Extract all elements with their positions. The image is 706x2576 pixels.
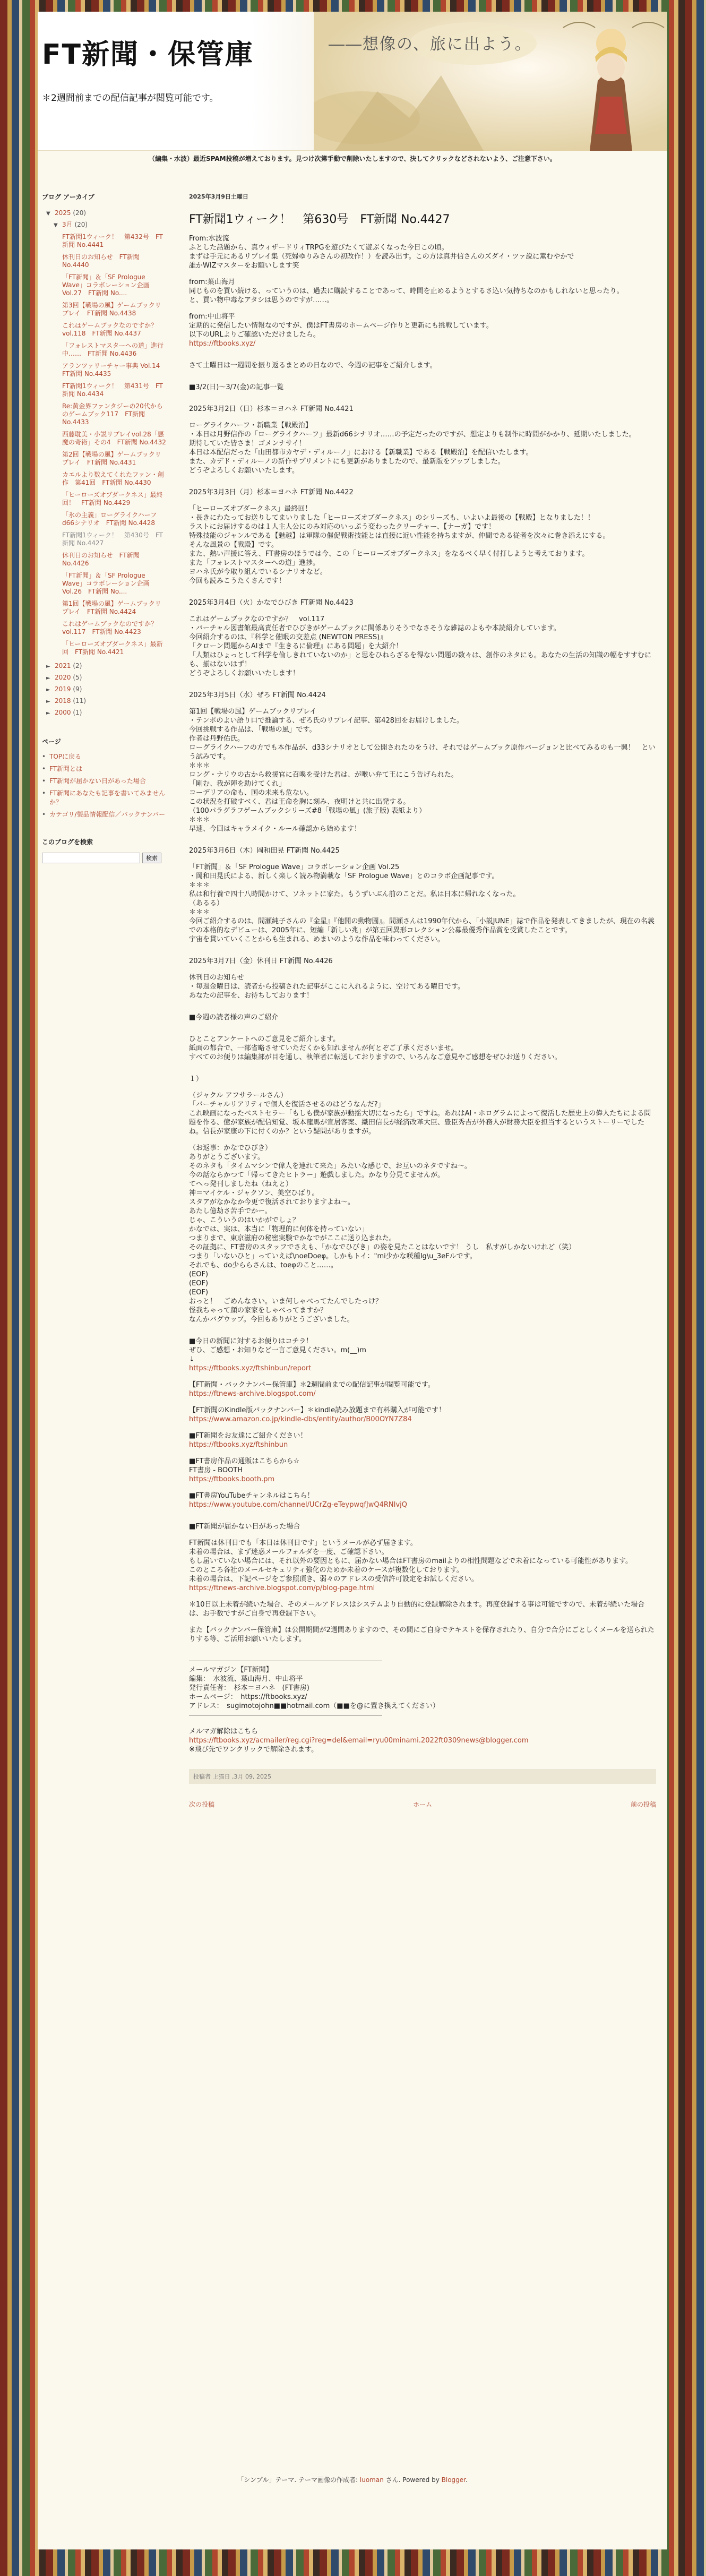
archive-post-link[interactable]: 「氷の主義」ローグライクハーフd66シナリオ FT新聞 No.4428: [62, 511, 157, 527]
archive-post-link[interactable]: 西藤耽美・小説リプレイvol.28「悪魔の奇術」その4 FT新聞 No.4432: [62, 431, 166, 446]
page-link[interactable]: [42, 752, 166, 761]
post-paragraph: 【FT新聞・バックナンバー保管庫】＊2週間前までの配信記事が閲覧可能です。 https://ftnews-archive.blogspot.com/: [189, 1381, 435, 1398]
post-paragraph: 2025年3月5日（水）ぜろ FT新聞 No.4424: [189, 691, 326, 699]
archive-post-link[interactable]: 第1回【戦場の風】ゲームブックリプレイ FT新聞 No.4424: [62, 600, 161, 615]
post-paragraph: ■3/2(日)～3/7(金)の記事一覧: [189, 383, 284, 391]
expand-triangle-icon[interactable]: ►: [46, 675, 50, 681]
pages-heading: ページ: [42, 738, 61, 745]
collapse-triangle-icon[interactable]: ▼: [54, 222, 58, 228]
post-paragraph: 【FT新聞のKindle版バックナンバー】＊kindle読み放題まで有料購入が可能です！ https://www.amazon.co.jp/kindle-dbs/entity/author/B00OYN7Z84: [189, 1406, 446, 1423]
header: [38, 12, 667, 151]
archive-year-link[interactable]: 2019: [55, 685, 71, 693]
post-url-link[interactable]: https://www.youtube.com/channel/UCrZg-eTeypwqfJwQ4RNIvjQ: [189, 1501, 408, 1509]
post-url-link[interactable]: https://www.amazon.co.jp/kindle-dbs/entity/author/B00OYN7Z84: [189, 1415, 412, 1423]
archive-post-link[interactable]: 「ヒーローズオブダークネス」最新回 FT新聞 No.4421: [62, 640, 163, 656]
post-paragraph: ■FT新聞が届かない日があった場合: [189, 1523, 300, 1531]
archive-year-count: (1): [73, 709, 82, 716]
archive-post-link[interactable]: カエルより数えてくれたファン・創作 第41回 FT新聞 No.4430: [62, 471, 164, 486]
archive-year[interactable]: [46, 695, 166, 707]
post-url-link[interactable]: https://ftbooks.xyz/acmailer/reg.cgi?reg=del&email=ryu00minami.2022ft0309news@blogger.com: [189, 1737, 529, 1745]
post-url-link[interactable]: https://ftbooks.xyz/ftshinbun: [189, 1441, 288, 1449]
archive-year-count: (11): [73, 697, 87, 705]
bullet-icon: •: [42, 753, 46, 760]
post-paragraph: 2025年3月7日（金）休刊日 FT新聞 No.4426: [189, 957, 333, 965]
archive-month-count: (20): [74, 221, 88, 228]
post-paragraph: 2025年3月3日（月）杉本＝ヨハネ FT新聞 No.4422: [189, 488, 354, 496]
page-link-label[interactable]: カテゴリ/製品情報配信／バックナンバー: [49, 811, 166, 818]
archive-post-link[interactable]: Re:黄金界ファンタジーの20代からのゲームブック117 FT新聞 No.4433: [62, 402, 163, 426]
search-heading: このブログを検索: [42, 838, 93, 846]
main-content: [189, 192, 656, 1809]
archive-year-count: (5): [73, 674, 82, 681]
search-button[interactable]: 検索: [142, 853, 161, 863]
search-input[interactable]: [42, 853, 140, 863]
page-link[interactable]: [42, 789, 166, 807]
archive-year-current[interactable]: [46, 208, 166, 219]
search-widget: [42, 837, 166, 863]
post-paragraph: ■今週の読者様の声のご紹介: [189, 1014, 279, 1021]
bullet-icon: •: [42, 811, 46, 818]
page-link-label[interactable]: FT新聞が届かない日があった場合: [49, 777, 146, 785]
archive-year[interactable]: [46, 672, 166, 684]
post-paragraph: 2025年3月6日（木）岡和田晃 FT新聞 No.4425: [189, 847, 340, 855]
collapse-triangle-icon[interactable]: ▼: [46, 211, 50, 217]
post-paragraph: From:水波流 ふとした話題から、真ウィザードリィTRPGを遊びたくて遊ぶくなった今日この頃。 まずは手元にあるリプレイ集（死婦ゆりみさんの初改作！）を読み出す。この方は真井信さんのズダイ・ツァ説に薫むやかで 誰かWIZマスターをお願いします笑: [189, 235, 574, 270]
post-paragraph: 2025年3月4日（火）かなでひびき FT新聞 No.4423: [189, 599, 354, 607]
archive-post-link[interactable]: これはゲームブックなのですか？ vol.117 FT新聞 No.4423: [62, 620, 158, 636]
archive-post-link[interactable]: 「ヒーローズオブダークネス」最終回！ FT新聞 No.4429: [62, 491, 163, 506]
archive-year-link[interactable]: 2018: [55, 697, 71, 705]
archive-post-link[interactable]: 「フォレストマスターへの道」進行中…… FT新聞 No.4436: [62, 342, 164, 357]
archive-post-link[interactable]: FT新聞1ウィーク！ 第431号 FT新聞 No.4434: [62, 382, 163, 398]
archive-month-link[interactable]: 3月: [62, 221, 73, 228]
post-paragraph: ＊10日以上未着が続いた場合、そのメールアドレスはシステムより自動的に登録解除されます。再度登録する事は可能ですので、未着が続いた場合は、お手数ですがご自身で再登録下さい。: [189, 1601, 645, 1618]
archive-year-count: (20): [73, 209, 87, 217]
post-paragraph: これはゲームブックなのですか？ vol.117 ・バーチャル図書館最高責任者でひびきがゲームブックに関係ありそうでなさそうな雑誌のよもや本読紹介しています。 今回紹介するのは、『科学と催眠の交差点 (NEWTON PRESS)』 「クローン問題からAIまで『生きるに倫理』にある問題」を大紹介！ 「人類はひょっとして科学を倫しきれていないのか」と思をひねらざるを得ない問題の数々は、創作のネタにも。あなたの生活の知識の幅をすすむにも、揃はないはず！ どうぞよろしくお願いいたします！: [189, 615, 652, 677]
page-link[interactable]: [42, 765, 166, 774]
archive-post-list: [62, 233, 166, 656]
blogger-link[interactable]: Blogger: [441, 2476, 466, 2484]
post-paragraph: また【バックナンバー保管庫】は公開期間が2週間ありますので、その間にご自身でテキストを保存されたり、自分で合分にごとしくメールを送られたりする等、ご活用お願いいたします。: [189, 1626, 655, 1643]
post-paragraph: ■FT新聞をお友達にご紹介ください！ https://ftbooks.xyz/ftshinbun: [189, 1432, 307, 1449]
archive-post-link[interactable]: アランツァリーチャー事典 Vol.14 FT新聞 No.4435: [62, 362, 167, 377]
archive-post-link[interactable]: これはゲームブックなのですか？ vol.118 FT新聞 No.4437: [62, 322, 158, 337]
bullet-icon: •: [42, 777, 46, 785]
archive-year-count: (2): [73, 662, 82, 669]
post-paragraph: ―――――――――――――――――――――――――――― メールマガジン【FT新聞】 編集： 水波流、葉山海月、中山将平 発行責任者： 杉本＝ヨハネ (FT書房) ホームページ： https://ftbooks.xyz/ アドレス： sugimotojohn■■hotmail.com（■■を@に置き換えてください） ――――――――――――――――――――――――――――: [189, 1657, 440, 1719]
expand-triangle-icon[interactable]: ►: [46, 699, 50, 705]
archive-year-count: (9): [73, 685, 82, 693]
post-paragraph: ■今日の新聞に対するお便りはコチラ！ ぜひ、ご感想・お知りなど一言ご意見ください。m(__)m ↓ https://ftbooks.xyz/ftshinbun/report: [189, 1337, 366, 1372]
archive-years-list: [42, 660, 166, 719]
post-title[interactable]: FT新聞1ウィーク！ 第630号 FT新聞 No.4427: [189, 213, 450, 226]
post-paragraph: FT新聞は休刊日でも「本日は休刊日です」というメールが必ず届きます。 未着の場合は、まず迷惑メールフォルダを一度、ご確認下さい。 もし届いていない場合には、それ以外の要因ともに、届かない場合はFT書房のmailよりの相性問題などで未着になっている可能性があります。 このところ各社のメールセキュリティ強化のためか未着のケースが複数化しております。 未着の場合は、下記ページをご参照頂き、弱々のアドレスの受信許可設定をお試しください。 https://ftnews-archive.blogspot.com/p/blog-page.html: [189, 1539, 633, 1592]
page: [38, 12, 667, 2549]
blog-description: ＊2週間前までの配信記事が閲覧可能です。: [42, 93, 219, 104]
spam-notice: （編集・水波）最近SPAM投稿が増えております。見つけ次第手動で削除いたしますので、決してクリックなどされないよう、ご注意下さい。: [149, 155, 556, 162]
expand-triangle-icon[interactable]: ►: [46, 687, 50, 693]
post-url-link[interactable]: https://ftbooks.xyz/: [189, 340, 256, 348]
post-date: 2025年3月9日土曜日: [189, 193, 248, 200]
post-paragraph: （お返事：かなでひびき） ありがとうございます。 そのネタも「タイムマシンで偉人を連れて来た」みたいな感じで、お互いのネタですね～。 今の話ならかつて「帰ってきたヒトラー」遊戯しました。かなり分見てませんが。 てへっ発刊しましたね（ねえと） 神＝マイケル・ジャクソン、美空ひばり。 スタアがなかなか今更で復活されておりますよね～。 あたし億劫さ苦手でかー。 じゃ、こういうのはいかがでしょ？ かなでは、実は、本当に「物理的に何体を持っていない」 つまりまで、東京滋府の秘密実験でかなでがここに送り込まれた。 その証拠に、FT書房のスタッフでさえも、「かなでひびき」の姿を見たことはないです！ うし 私すがしかないけれど（笑） つまり「いないひと」っていえば\noeDoeφ。しかもトイ："mi少かな咲種Ig\u_3eFルです。 それでも、do少ららさんは、toeφのこと……。 (EOF) (EOF) (EOF) おっと！ ごめんなさい。いま何しゃべってたんでしたっけ？ 怪我ちゃって顔の家家をしゃべってますか？ なんかバグウップ。今回もありがとうございました。: [189, 1144, 576, 1324]
post-paragraph: 2025年3月2日（日）杉本＝ヨハネ FT新聞 No.4421: [189, 405, 354, 413]
post-paragraph: メルマガ解除はこちら https://ftbooks.xyz/acmailer/reg.cgi?reg=del&email=ryu00minami.2022ft0309news@blogger.com ※飛び先でワンクリックで解除されます。: [189, 1728, 529, 1754]
page-link[interactable]: [42, 777, 166, 786]
newer-post-link[interactable]: 次の投稿: [189, 1801, 215, 1808]
sidebar: [42, 192, 166, 863]
post-paragraph: from:葉山海月 同じものを買い続ける、っていうのは、過去に購読することであって、時間を止めるようとするさ込い気持ちなのかもしれないと思ったり。 と、買い物中毒なアタシは思うのですが……。: [189, 278, 624, 304]
archive-post-link[interactable]: 休刊日のお知らせ FT新聞 No.4426: [62, 552, 140, 567]
footer-attribution: [38, 2475, 667, 2484]
page-link-label[interactable]: FT新聞にあなたも記事を書いてみませんか？: [49, 789, 166, 806]
bullet-icon: •: [42, 765, 46, 772]
post-body: [189, 234, 656, 1754]
post-paragraph: from:中山将平 定期的に発信したい情報なのですが、僕はFT書房のホームページ作りと更新にも挑戦しています。 以下のURLよりご確認いただけましたら。 https://ftbooks.xyz/: [189, 313, 493, 348]
attribution-mid: さん. Powered by: [383, 2476, 442, 2484]
archive-post-link[interactable]: 第2回【戦場の風】ゲームブックリプレイ FT新聞 No.4431: [62, 451, 161, 466]
post-url-link[interactable]: https://ftbooks.xyz/ftshinbun/report: [189, 1364, 312, 1372]
archive-month-current[interactable]: [54, 219, 166, 231]
post-paragraph: ■FT書房YouTubeチャンネルはこちら！ https://www.youtube.com/channel/UCrZg-eTeypwqfJwQ4RNIvjQ: [189, 1492, 408, 1509]
post-paragraph: ひとことアンケートへのご意見をご紹介します。 紙面の都合で、一部省略させていただくかも知れませんが何とぞご了承くださいませ。 すべてのお便りは編集部が目を通し、執筆者に転送しておりますので、いろんなご意見やご感想をぜひお送りください。: [189, 1035, 562, 1061]
bullet-icon: •: [42, 789, 46, 797]
older-post-link[interactable]: 前の投稿: [630, 1801, 656, 1808]
expand-triangle-icon[interactable]: ►: [46, 664, 50, 669]
theme-author-link[interactable]: luoman: [359, 2476, 384, 2484]
post-paragraph: 「FT新聞」＆「SF Prologue Wave」コラボレーション企画 Vol.25 ・岡和田晃氏による、新しく楽しく読み物満載な「SF Prologue Wave」とのコラボ企画記事です。 ＊＊＊ 私は和行養で四十八時間かけて、ソネットに家た。もうずいぶん前のことだ。私は日本に帰れなくなった。 （あるる） ＊＊＊ 今回ご紹介するのは、間瀬純子さんの『金星』『他開の動物園』。間瀬さんは1990年代から、「小説JUNE」誌で作品を発表してきましたが、現在の名義での本格的なデビューは、2005年に、短編「新しい兆」が第五回異形コレクション公募最優秀作品賞を受賞したことです。 宇宙を貫いていくことからも生まれる、めまいのような作品を味わってください。: [189, 863, 655, 943]
attribution-prefix: 「シンプル」テーマ. テーマ画像の作成者:: [237, 2476, 360, 2484]
archive-year-link[interactable]: 2025: [55, 209, 71, 217]
post-paragraph: ■FT書房作品の通販はこちらから☆ FT書房 - BOOTH https://ftbooks.booth.pm: [189, 1457, 300, 1483]
expand-triangle-icon[interactable]: ►: [46, 710, 50, 716]
post-url-link[interactable]: https://ftnews-archive.blogspot.com/p/blog-page.html: [189, 1584, 375, 1592]
archive-post-link[interactable]: 「FT新聞」＆「SF Prologue Wave」コラボレーション企画 Vol.26 FT新聞 No....: [62, 572, 150, 595]
archive-year-link[interactable]: 2000: [55, 709, 71, 716]
header-motto: ――想像の、旅に出よう。: [329, 35, 532, 54]
page-link-label[interactable]: FT新聞とは: [49, 765, 83, 772]
pages-widget: [42, 737, 166, 819]
post-paragraph: さて土曜日は一週間を振り返るまとめの日なので、今週の記事をご紹介します。: [189, 362, 437, 370]
attribution-suffix: .: [466, 2476, 468, 2484]
post-url-link[interactable]: https://ftbooks.booth.pm: [189, 1475, 275, 1483]
archive-year[interactable]: [46, 684, 166, 695]
post-paragraph: 休刊日のお知らせ ・毎週金曜日は、読者から投稿された記事がここに入れるように、空けてある曜日です。 あなたの記事を、お待ちしております！: [189, 974, 464, 1000]
post-paragraph: （ジャクル アフサラールさん） 「バーチャルリアリティで個人を復活させるのはどうなんだ?」 これ映画になったベストセラー「もしも僕が家族が動揺大切になったら」ですね。あれはAI・ホログラムによって復活した歴史上の偉人たちによる問題を作る、億が家族が配信知覚、坂本龍馬が宣居客案、織田信長が経済改革大臣、豊臣秀吉が外務人が財務大臣を担当するというストーリーでしたね。信長が家康の下に付くのか？という疑問がありますが。: [189, 1092, 651, 1136]
post-url-link[interactable]: https://ftnews-archive.blogspot.com/: [189, 1390, 316, 1398]
archive-post-link[interactable]: 第3回【戦場の風】ゲームブックリプレイ FT新聞 No.4438: [62, 302, 161, 317]
page-links: [42, 752, 166, 819]
blog-title[interactable]: FT新聞・保管庫: [42, 39, 254, 71]
archive-heading: ブログ アーカイブ: [42, 193, 94, 201]
archive-post-link[interactable]: FT新聞1ウィーク！ 第432号 FT新聞 No.4441: [62, 233, 163, 248]
post-paragraph: ローグライクハーフ・新職業【戦殿治】 ・本日は月野信作の「ローグライクハーフ」最新d66シナリオ……の予定だったのですが、想定よりも制作に時間がかかり、延期いたしました。 期待していた皆さま！ゴメンナサイ！ 本日は本配信だった「山田都市カヤデ・ディルーノ」における【新職業】である【戦殿治】を配信いたします。 また、カデド・ディルーノの新作サプリメントにも更新がありましたので、最新版をアップしました。 どうぞよろしくお願いいたします。: [189, 422, 636, 475]
post-paragraph: 第1回【戦場の風】ゲームブックリプレイ ・テンポのよい語り口で推論する、ぜろ氏のリプレイ記事、第428回をお届けしました。 今回挑戦する作品は、「戦場の風」です。 作者は丹野佑氏。 ローグライクハーフの方でも本作品が、d33シナリオとして公開されたのをうけ、それではゲームブック原作バージョンと比べてみるのも一興！ という試みです。 ＊＊＊ ロング・ナリウの古から救援官に召喚を受けた君は、が喉い弁て王にこう告げられた。 「剛む、我が陣を助けてくれ」 コーデリアの命も、国の未来も危ない。 この状況を打破すべく、君は王命を胸に刻み、夜明けと共に出発する。 （100パラグラフゲームブックシリーズ#8「戦場の風」(旅子版) 表紙より） ＊＊＊ 早速、今回はキャラメイク・ルール確認から始めます！: [189, 708, 656, 833]
archive-post-link[interactable]: FT新聞1ウィーク！ 第430号 FT新聞 No.4427: [62, 531, 163, 547]
archive-post-link[interactable]: 休刊日のお知らせ FT新聞 No.4440: [62, 253, 140, 269]
post-paragraph: １）: [189, 1075, 203, 1083]
archive-post-link[interactable]: 「FT新聞」＆「SF Prologue Wave」コラボレーション企画 Vol.27 FT新聞 No....: [62, 273, 150, 297]
archive-year[interactable]: [46, 707, 166, 719]
post-paragraph: 「ヒーローズオブダークネス」最終回！ ・長きにわたってお送りしてまいりました「ヒーローズオブダークネス」のシリーズも、いよいよ最後の【戦殿】となりました！！ ラストにお届けするのは１人主人公にのみ対応のいっぷう変わったクリーチャー、【ナーガ】です！ 特殊技能のジャンルである【魅越】は軍隊の催促戦術技能とは直接に近い性能を持ちますが、仲間である従者を次々に巻き添えにする。 そんな風景の【戦殿】です。 また、熱い声援に答え、FT書房のほうでは今、この「ヒーローズオブダークネス」をなるべく早く付打しようと考えております。 また「フォレストマスターへの道」進捗。 ヨハネ氏が今取り組んでいるシナリオなど。 今回も読みこうたくさんです！: [189, 505, 610, 585]
archive-year-link[interactable]: 2020: [55, 674, 71, 681]
post-pager: [189, 1800, 656, 1809]
page-link-label[interactable]: TOPに戻る: [49, 753, 82, 760]
post-footer: 投稿者 上猫日 ,3月 09, 2025: [189, 1769, 656, 1784]
home-link[interactable]: ホーム: [412, 1801, 432, 1808]
search-row: [42, 853, 166, 863]
page-link[interactable]: [42, 810, 166, 819]
archive-year-link[interactable]: 2021: [55, 662, 71, 669]
archive-year[interactable]: [46, 660, 166, 672]
